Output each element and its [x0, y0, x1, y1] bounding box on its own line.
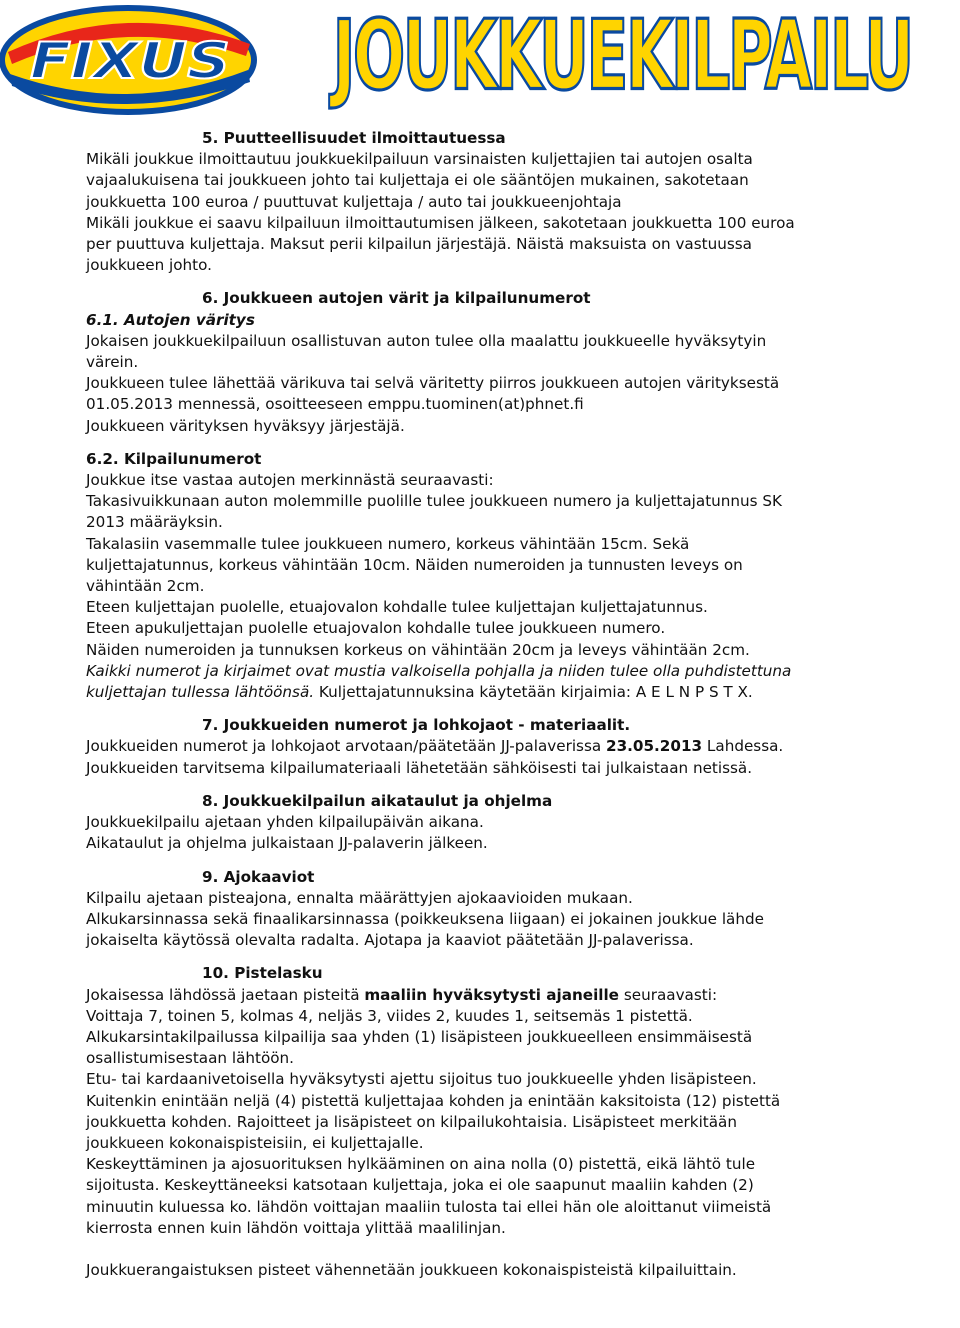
s6-2-line: 2013 määräyksin.: [86, 513, 223, 532]
fixus-logo: [0, 4, 260, 120]
s6-2-letters-line: kuljettajan tullessa lähtöönsä. Kuljettajatunnuksina käytetään kirjaimia: A E L N P S T X.: [86, 683, 753, 702]
s10-line: osallistumisestaan lähtöön.: [86, 1049, 295, 1068]
s6-1-line: värein.: [86, 353, 139, 372]
s6-1-line: 01.05.2013 mennessä, osoitteeseen emppu.tuominen(at)phnet.fi: [86, 395, 584, 414]
s8-line: Aikataulut ja ohjelma julkaistaan JJ-palaverin jälkeen.: [86, 834, 488, 853]
s6-2-line: Eteen kuljettajan puolelle, etuajovalon kohdalle tulee kuljettajan kuljettajatunnus.: [86, 598, 708, 617]
s9-line: jokaiselta käytössä olevalta radalta. Ajotapa ja kaaviot päätetään JJ-palaverissa.: [86, 931, 694, 950]
section-6-2-title: 6.2. Kilpailunumerot: [86, 449, 262, 468]
rules-document: [86, 128, 916, 1281]
s5-line: per puuttuva kuljettaja. Maksut perii kilpailun järjestäjä. Näistä maksuista on vastuussa: [86, 235, 752, 254]
section-10-title: 10. Pistelasku: [202, 964, 323, 983]
s5-line: joukkuetta 100 euroa / puuttuvat kuljettaja / auto tai joukkueenjohtaja: [86, 192, 622, 211]
s10-line: sijoitusta. Keskeyttäneeksi katsotaan kuljettaja, joka ei ole saapunut maaliin kahden (2): [86, 1176, 754, 1195]
s6-2-line: Näiden numeroiden ja tunnuksen korkeus on vähintään 20cm ja leveys vähintään 2cm.: [86, 640, 750, 659]
s10-final-line: Joukkuerangaistuksen pisteet vähennetään joukkueen kokonaispisteistä kilpailuittain.: [86, 1260, 737, 1279]
section-9-title: 9. Ajokaaviot: [202, 867, 315, 886]
s7-line: Joukkueiden numerot ja lohkojaot arvotaan/päätetään JJ-palaverissa 23.05.2013 Lahdessa.: [86, 737, 784, 756]
s8-line: Joukkuekilpailu ajetaan yhden kilpailupäivän aikana.: [86, 813, 484, 832]
s6-2-line: vähintään 2cm.: [86, 577, 205, 596]
s6-1-line: Joukkueen tulee lähettää värikuva tai selvä väritetty piirros joukkueen autojen värityksestä: [86, 374, 780, 393]
title-banner: [288, 0, 956, 114]
s10-line: joukkuetta kohden. Rajoitteet ja lisäpisteet on kilpailukohtaisia. Lisäpisteet merkitään: [86, 1112, 737, 1131]
s6-2-line: Takalasiin vasemmalle tulee joukkueen numero, korkeus vähintään 15cm. Sekä: [86, 534, 690, 553]
s5-line: Mikäli joukkue ilmoittautuu joukkuekilpailuun varsinaisten kuljettajien tai autojen osalta: [86, 150, 753, 169]
logo-text: FIXUS: [30, 32, 230, 90]
section-6-title: 6. Joukkueen autojen värit ja kilpailunumerot: [202, 289, 591, 308]
banner-title: JOUKKUEKILPAILU: [332, 0, 912, 112]
s6-2-italic-line: Kaikki numerot ja kirjaimet ovat mustia valkoisella pohjalla ja niiden tulee olla puhdistettuna: [86, 661, 792, 680]
s10-line: Keskeyttäminen ja ajosuorituksen hylkääminen on aina nolla (0) pistettä, eikä lähtö tule: [86, 1155, 756, 1174]
s7-line: Joukkueiden tarvitsema kilpailumateriaali lähetetään sähköisesti tai julkaistaan netissä.: [86, 758, 753, 777]
s10-line: Voittaja 7, toinen 5, kolmas 4, neljäs 3, viides 2, kuudes 1, seitsemäs 1 pistettä.: [86, 1006, 693, 1025]
s6-2-line: Joukkue itse vastaa autojen merkinnästä seuraavasti:: [86, 471, 494, 490]
section-6-1-title: 6.1. Autojen väritys: [86, 310, 255, 329]
s6-2-line: Takasivuikkunaan auton molemmille puolille tulee joukkueen numero ja kuljettajatunnus SK: [86, 492, 783, 511]
s10-line: Etu- tai kardaanivetoisella hyväksytysti ajettu sijoitus tuo joukkueelle yhden lisäpisteen.: [86, 1070, 757, 1089]
page-header: [0, 0, 960, 118]
s10-line: kierrosta ennen kuin lähdön voittaja ylittää maalilinjan.: [86, 1218, 506, 1237]
s6-1-line: Jokaisen joukkuekilpailuun osallistuvan auton tulee olla maalattu joukkueelle hyväksytyin: [86, 331, 767, 350]
s5-line: vajaalukuisena tai joukkueen johto tai kuljettaja ei ole sääntöjen mukainen, sakotetaan: [86, 171, 749, 190]
section-8-title: 8. Joukkuekilpailun aikataulut ja ohjelma: [202, 791, 553, 810]
section-5-title: 5. Puutteellisuudet ilmoittautuessa: [202, 129, 506, 147]
s6-2-line: kuljettajatunnus, korkeus vähintään 10cm. Näiden numeroiden ja tunnusten leveys on: [86, 555, 743, 574]
s5-line: joukkueen johto.: [86, 256, 212, 275]
s10-line: Kuitenkin enintään neljä (4) pistettä kuljettajaa kohden ja enintään kaksitoista (12) pistettä: [86, 1091, 781, 1110]
s9-line: Kilpailu ajetaan pisteajona, ennalta määrättyjen ajokaavioiden mukaan.: [86, 888, 633, 907]
s5-line: Mikäli joukkue ei saavu kilpailuun ilmoittautumisen jälkeen, sakotetaan joukkuetta 100 euroa: [86, 213, 795, 232]
s6-1-line: Joukkueen värityksen hyväksyy järjestäjä.: [86, 416, 405, 435]
section-7-title: 7. Joukkueiden numerot ja lohkojaot - materiaalit.: [202, 716, 631, 735]
s10-line: joukkueen kokonaispisteisiin, ei kuljettajalle.: [86, 1133, 424, 1152]
s6-2-line: Eteen apukuljettajan puolelle etuajovalon kohdalle tulee joukkueen numero.: [86, 619, 666, 638]
s10-line: Alkukarsintakilpailussa kilpailija saa yhden (1) lisäpisteen joukkueelleen ensimmäisestä: [86, 1027, 753, 1046]
s10-line: Jokaisessa lähdössä jaetaan pisteitä maaliin hyväksytysti ajaneille seuraavasti:: [86, 985, 718, 1004]
s9-line: Alkukarsinnassa sekä finaalikarsinnassa (poikkeuksena liigaan) ei jokainen joukkue lähde: [86, 909, 764, 928]
s10-line: minuutin kuluessa ko. lähdön voittajan maaliin tulosta tai ellei hän ole aloittanut viimeistä: [86, 1197, 772, 1216]
